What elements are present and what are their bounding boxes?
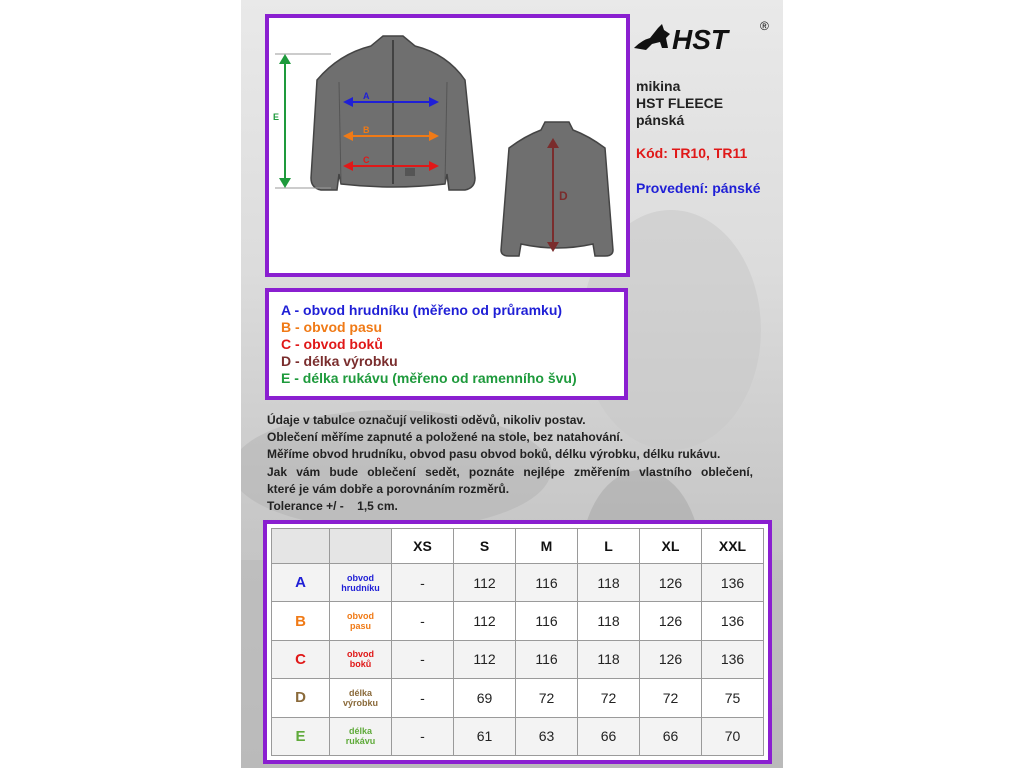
logo-text: HST	[672, 24, 728, 55]
size-header-row	[272, 529, 764, 564]
row-name: délka výrobku	[330, 679, 392, 717]
table-row	[272, 564, 764, 602]
table-cell: 136	[702, 640, 764, 678]
size-header: S	[454, 529, 516, 564]
table-cell: 112	[454, 602, 516, 640]
row-letter: C	[272, 640, 330, 678]
label-c: C	[363, 155, 370, 165]
legend-a: A - obvod hrudníku (měřeno od průramku)	[281, 302, 563, 318]
size-header: L	[578, 529, 640, 564]
label-b: B	[363, 125, 370, 135]
row-name: obvod boků	[330, 640, 392, 678]
registered-mark: ®	[760, 19, 769, 33]
table-cell: 118	[578, 564, 640, 602]
table-cell: -	[392, 564, 454, 602]
table-cell: 136	[702, 602, 764, 640]
table-cell: -	[392, 602, 454, 640]
size-header: XXL	[702, 529, 764, 564]
table-cell: 69	[454, 679, 516, 717]
table-row	[272, 679, 764, 717]
measurement-notes	[267, 412, 753, 515]
table-cell: 66	[640, 717, 702, 755]
note-line: Tolerance +/ - 1,5 cm.	[267, 499, 398, 514]
note-line: Jak vám bude oblečení sedět, poznáte nejlépe změřením vlastního oblečení,	[267, 464, 753, 479]
table-row	[272, 717, 764, 755]
back-jacket-illustration	[501, 122, 613, 256]
table-cell: 72	[640, 679, 702, 717]
product-type: mikina	[636, 78, 681, 94]
table-cell: -	[392, 717, 454, 755]
product-variant: Provedení: pánské	[636, 180, 761, 196]
note-line: Oblečení měříme zapnuté a položené na stole, bez natahování.	[267, 430, 624, 445]
table-cell: 118	[578, 640, 640, 678]
product-model: HST FLEECE	[636, 95, 724, 111]
product-code: Kód: TR10, TR11	[636, 145, 748, 161]
measurement-legend	[265, 288, 628, 400]
label-d: D	[559, 189, 568, 203]
table-cell: 72	[578, 679, 640, 717]
table-cell: 112	[454, 640, 516, 678]
product-name	[636, 78, 723, 129]
table-cell: 70	[702, 717, 764, 755]
table-cell: 116	[516, 640, 578, 678]
row-name: délka rukávu	[330, 717, 392, 755]
jacket-diagram-panel	[265, 14, 630, 277]
corner-cell	[330, 529, 392, 564]
row-name: obvod hrudníku	[330, 564, 392, 602]
legend-e: E - délka rukávu (měřeno od ramenního švu)	[281, 370, 577, 386]
table-cell: 112	[454, 564, 516, 602]
table-cell: 116	[516, 564, 578, 602]
table-cell: 72	[516, 679, 578, 717]
size-header: M	[516, 529, 578, 564]
table-cell: 118	[578, 602, 640, 640]
product-gender: pánská	[636, 112, 685, 128]
size-header: XL	[640, 529, 702, 564]
note-line: Údaje v tabulce označují velikosti oděvů, nikoliv postav.	[267, 413, 586, 427]
note-line: Měříme obvod hrudníku, obvod pasu obvod boků, délku výrobku, délku rukávu.	[267, 447, 721, 462]
table-cell: -	[392, 640, 454, 678]
dog-icon	[634, 24, 670, 50]
size-table-panel	[263, 520, 772, 764]
row-letter: A	[272, 564, 330, 602]
table-cell: 136	[702, 564, 764, 602]
table-cell: 126	[640, 640, 702, 678]
row-letter: B	[272, 602, 330, 640]
legend-d: D - délka výrobku	[281, 353, 398, 369]
table-row	[272, 640, 764, 678]
legend-b: B - obvod pasu	[281, 319, 383, 335]
table-cell: 75	[702, 679, 764, 717]
corner-cell	[272, 529, 330, 564]
table-cell: 126	[640, 564, 702, 602]
label-a: A	[363, 91, 370, 101]
table-row	[272, 602, 764, 640]
table-cell: 61	[454, 717, 516, 755]
row-name: obvod pasu	[330, 602, 392, 640]
table-cell: 66	[578, 717, 640, 755]
table-cell: 126	[640, 602, 702, 640]
jacket-diagram	[269, 18, 626, 273]
note-line: které je vám dobře a porovnáním rozměrů.	[267, 481, 510, 496]
row-letter: E	[272, 717, 330, 755]
table-cell: 116	[516, 602, 578, 640]
row-letter: D	[272, 679, 330, 717]
table-cell: -	[392, 679, 454, 717]
size-header: XS	[392, 529, 454, 564]
hst-logo	[632, 18, 774, 56]
legend-c: C - obvod boků	[281, 336, 383, 352]
size-table	[271, 528, 764, 756]
table-cell: 63	[516, 717, 578, 755]
label-e: E	[273, 112, 280, 122]
